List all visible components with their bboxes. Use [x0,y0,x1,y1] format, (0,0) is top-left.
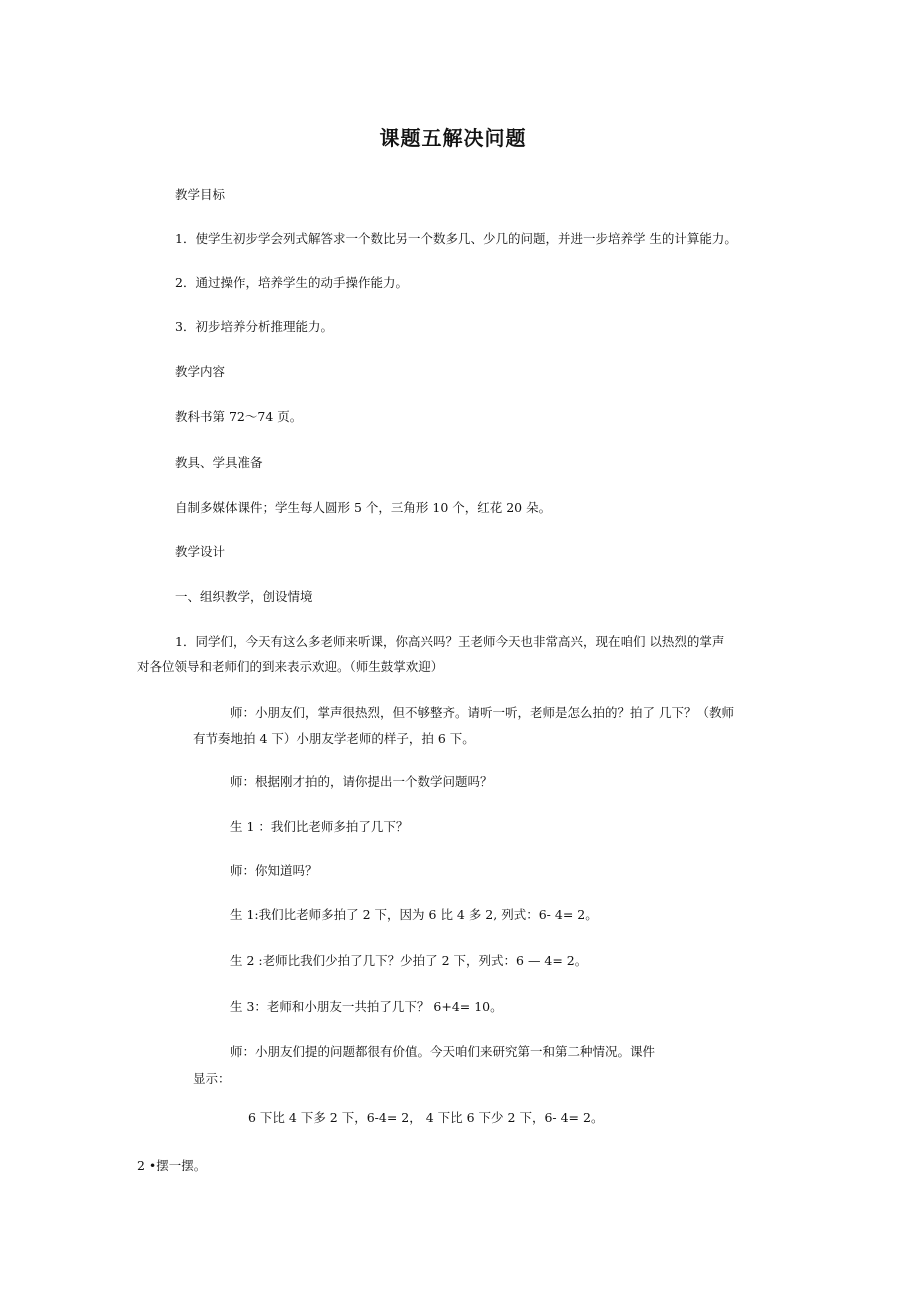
teacher-line-3: 师：你知道吗？ [230,863,318,878]
teacher-line-4-continued: 显示： [193,1071,231,1086]
content-text: 教科书第 72～74 页。 [175,409,303,424]
content-heading: 教学内容 [175,364,226,379]
design-heading: 教学设计 [175,544,226,559]
intro-paragraph-line-2: 对各位领导和老师们的到来表示欢迎。（师生鼓掌欢迎） [137,659,444,674]
objective-3: 3．初步培养分析推理能力。 [175,319,333,334]
objective-2: 2．通过操作，培养学生的动手操作能力。 [175,275,408,290]
objectives-heading: 教学目标 [175,187,226,202]
teacher-line-1-continued: 有节奏地拍 4 下）小朋友学老师的样子，拍 6 下。 [193,731,475,746]
teacher-line-4: 师：小朋友们提的问题都很有价值。今天咱们来研究第一和第二种情况。课件 [230,1044,656,1059]
objective-1: 1．使学生初步学会列式解答求一个数比另一个数多几、少几的问题，并进一步培养学 生的计算能力。 [175,231,737,246]
page-title: 课题五解决问题 [379,126,527,150]
teacher-line-2: 师：根据刚才拍的，请你提出一个数学问题吗？ [230,774,493,789]
materials-heading: 教具、学具准备 [175,455,263,470]
student-3-answer: 生 3：老师和小朋友一共拍了几下？ 6+4= 10。 [230,999,503,1014]
teacher-line-1: 师：小朋友们，掌声很热烈，但不够整齐。请听一听，老师是怎么拍的？拍了 几下？（教师 [230,705,734,720]
part-one-heading: 一、组织教学，创设情境 [175,589,313,604]
intro-paragraph-line-1: 1．同学们，今天有这么多老师来听课，你高兴吗？王老师今天也非常高兴，现在咱们 以热烈的掌声 [175,634,725,649]
student-line-1: 生 1 ：我们比老师多拍了几下？ [230,819,409,834]
student-1-answer: 生 1:我们比老师多拍了 2 下，因为 6 比 4 多 2, 列式：6- 4= 2。 [230,907,598,922]
materials-text: 自制多媒体课件；学生每人圆形 5 个，三角形 10 个，红花 20 朵。 [175,500,552,515]
display-equation-line: 6 下比 4 下多 2 下，6-4= 2， 4 下比 6 下少 2 下，6- 4= 2。 [248,1110,604,1125]
step-2-heading: 2 •摆一摆。 [137,1158,207,1173]
student-2-answer: 生 2 :老师比我们少拍了几下？少拍了 2 下，列式：6 — 4= 2。 [230,953,588,968]
